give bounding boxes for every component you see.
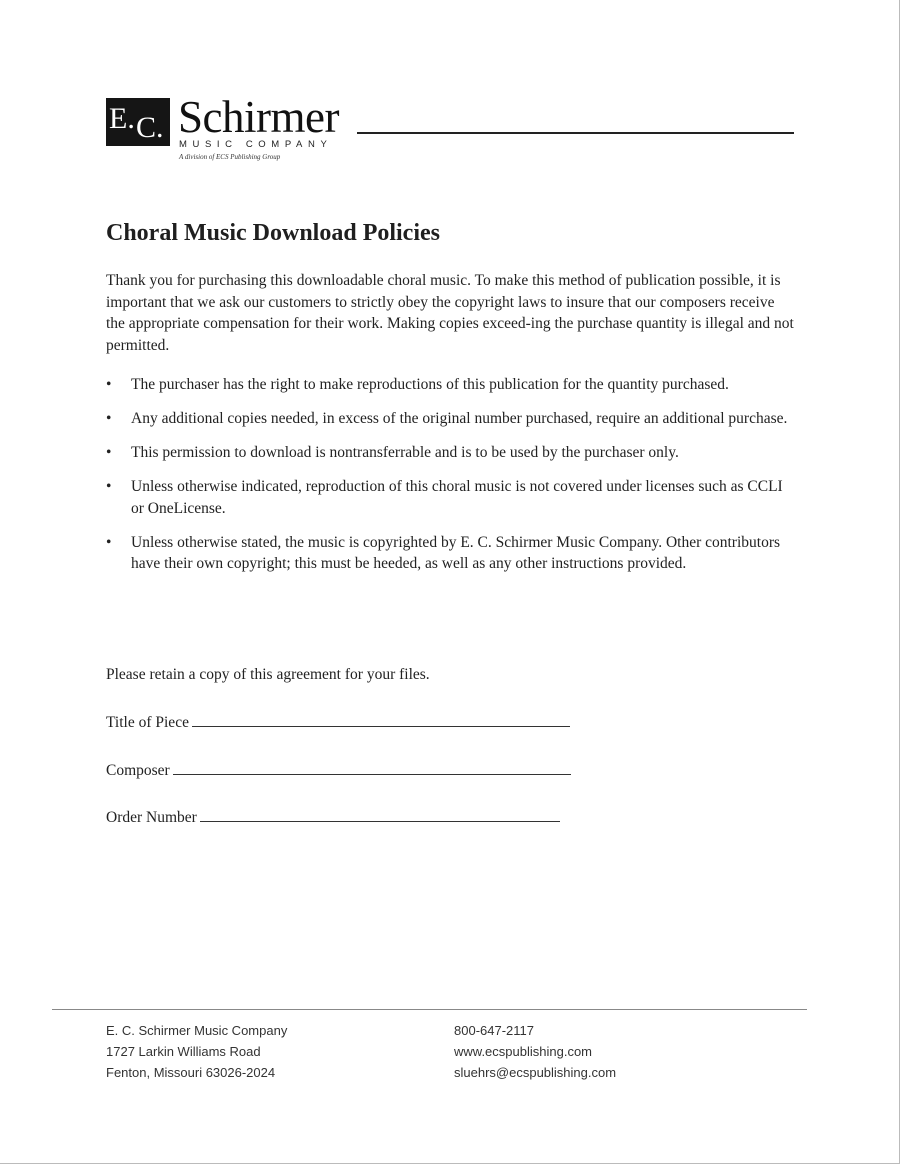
policy-item: • The purchaser has the right to make reproductions of this publication for the quantity purchased. (106, 374, 796, 396)
logo-badge-e: E. (109, 102, 135, 135)
policy-item: • This permission to download is nontransferrable and is to be used by the purchaser only. (106, 442, 796, 464)
title-of-piece-label: Title of Piece (106, 714, 189, 731)
retain-note: Please retain a copy of this agreement for your files. (106, 666, 430, 683)
policy-list (106, 374, 796, 575)
logo-badge-c: C. (136, 111, 164, 144)
header-rule (357, 132, 794, 134)
logo-badge (106, 98, 170, 146)
logo-division: A division of ECS Publishing Group (179, 153, 281, 161)
policy-item: • Any additional copies needed, in excess of the original number purchased, require an additional purchase. (106, 408, 796, 430)
footer-contact (454, 1020, 616, 1083)
footer-rule (52, 1009, 807, 1010)
footer-street: 1727 Larkin Williams Road (106, 1044, 261, 1059)
title-of-piece-blank[interactable] (192, 712, 570, 727)
composer-field (106, 760, 571, 782)
footer-phone: 800-647-2117 (454, 1023, 534, 1038)
logo-name: Schirmer (178, 92, 339, 142)
footer-city: Fenton, Missouri 63026-2024 (106, 1065, 276, 1080)
footer-company: E. C. Schirmer Music Company (106, 1023, 288, 1038)
composer-label: Composer (106, 762, 170, 779)
logo-subtitle: MUSIC COMPANY (179, 139, 333, 150)
order-number-blank[interactable] (200, 807, 560, 822)
intro-paragraph: Thank you for purchasing this downloadable choral music. To make this method of publication possible, it is important that we ask our customers to strictly obey the copyright laws to insure that our composers receive the appropriate compensation for their work. Making copies exceed-ing the purchase quantity is illegal and not permitted. (106, 272, 794, 354)
composer-blank[interactable] (173, 760, 571, 775)
title-of-piece-field (106, 712, 570, 734)
policy-item: • Unless otherwise stated, the music is copyrighted by E. C. Schirmer Music Company. Other contributors have their own copyright; this must be heeded, as well as any other instructions provided. (106, 532, 796, 575)
order-number-label: Order Number (106, 809, 197, 826)
footer-email[interactable]: sluehrs@ecspublishing.com (454, 1065, 617, 1080)
footer-address (106, 1020, 287, 1083)
page-title: Choral Music Download Policies (106, 220, 440, 246)
footer-website[interactable]: www.ecspublishing.com (454, 1044, 593, 1059)
policy-item: • Unless otherwise indicated, reproduction of this choral music is not covered under licenses such as CCLI or OneLicense. (106, 476, 796, 519)
order-number-field (106, 807, 560, 829)
